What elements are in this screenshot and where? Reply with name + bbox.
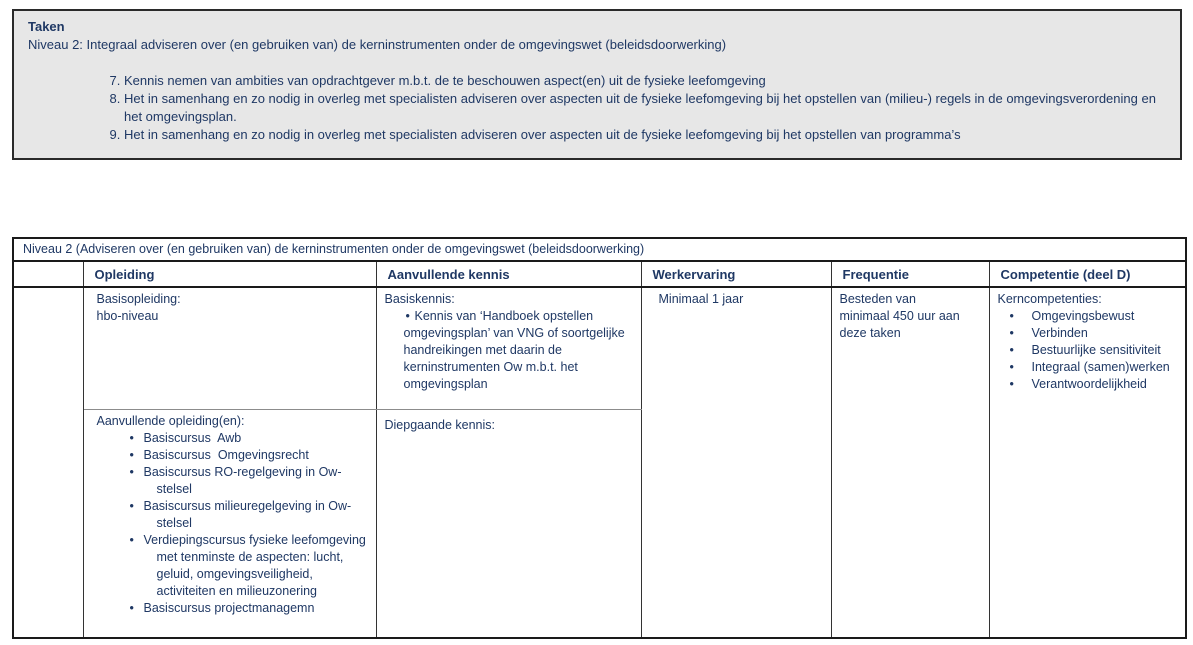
list-item: • Verbinden	[998, 325, 1184, 342]
taken-subtitle: Niveau 2: Integraal adviseren over (en gebruiken van) de kerninstrumenten onder de omgevingswet (beleidsdoorwerking)	[28, 37, 727, 52]
empty-left-cell	[13, 287, 83, 638]
werkervaring-cell	[641, 287, 831, 638]
werkervaring-value: Minimaal 1 jaar	[658, 292, 744, 306]
opleiding-aanvullend-cell	[83, 409, 376, 638]
list-item: 9. Het in samenhang en zo nodig in overleg met specialisten adviseren over aspecten uit de fysieke leefomgeving bij het opstellen van programma’s	[124, 126, 1166, 144]
diepgaande-kennis-label: Diepgaande kennis:	[384, 417, 495, 432]
table-header-row	[13, 261, 1186, 287]
table-caption-row	[13, 238, 1186, 261]
list-item: • Basiscursus RO-regelgeving in Ow-stelsel	[97, 464, 374, 498]
aanvullende-opleiding-label: Aanvullende opleiding(en):	[96, 413, 245, 428]
list-item: 7. Kennis nemen van ambities van opdrachtgever m.b.t. de te beschouwen aspect(en) uit de fysieke leefomgeving	[124, 72, 1166, 90]
table-caption: Niveau 2 (Adviseren over (en gebruiken van) de kerninstrumenten onder de omgevingswet (beleidsdoorwerking)	[13, 238, 1186, 261]
list-item: • Basiscursus projectmanagemn	[97, 600, 374, 617]
competency-table	[12, 237, 1187, 639]
column-header-empty	[13, 261, 83, 287]
column-header-opleiding: Opleiding	[83, 261, 376, 287]
list-item: • Omgevingsbewust	[998, 308, 1184, 325]
list-item: 8. Het in samenhang en zo nodig in overleg met specialisten adviseren over aspecten uit de fysieke leefomgeving bij het opstellen van (milieu-) regels in de omgevingsverordening en het omgevingsplan.	[124, 90, 1166, 126]
opleiding-basis-cell	[83, 287, 376, 409]
aanvullende-opleiding-list	[97, 430, 374, 617]
taken-box	[12, 9, 1182, 160]
taken-title: Taken	[28, 19, 65, 34]
basiskennis-list	[385, 308, 637, 393]
diepgaande-kennis-cell	[376, 409, 641, 638]
list-item: • Basiscursus milieuregelgeving in Ow-stelsel	[97, 498, 374, 532]
column-header-aanvullende-kennis: Aanvullende kennis	[376, 261, 641, 287]
basiskennis-label: Basiskennis:	[384, 292, 455, 306]
frequentie-value: Besteden van minimaal 450 uur aan deze taken	[839, 292, 960, 340]
basisopleiding-value: hbo-niveau	[96, 309, 159, 323]
list-item: • Integraal (samen)werken	[998, 359, 1184, 376]
column-header-werkervaring: Werkervaring	[641, 261, 831, 287]
basisopleiding-label: Basisopleiding:	[96, 292, 181, 306]
list-item: • Verdiepingscursus fysieke leefomgeving met tenminste de aspecten: lucht, geluid, omgevingsveiligheid, activiteiten en milieuzonering	[97, 532, 374, 600]
competentie-cell	[989, 287, 1186, 638]
kerncompetenties-list	[998, 308, 1184, 393]
frequentie-cell	[831, 287, 989, 638]
column-header-competentie: Competentie (deel D)	[989, 261, 1186, 287]
taken-numbered-list	[28, 72, 1166, 144]
list-item: • Basiscursus Awb	[97, 430, 374, 447]
list-item: • Basiscursus Omgevingsrecht	[97, 447, 374, 464]
list-item: • Bestuurlijke sensitiviteit	[998, 342, 1184, 359]
basiskennis-cell	[376, 287, 641, 409]
list-item: • Verantwoordelijkheid	[998, 376, 1184, 393]
table-body-top-row	[13, 287, 1186, 409]
kerncompetenties-label: Kerncompetenties:	[997, 292, 1102, 306]
column-header-frequentie: Frequentie	[831, 261, 989, 287]
list-item: • Kennis van ‘Handboek opstellen omgevingsplan’ van VNG of soortgelijke handreikingen met daarin de kerninstrumenten Ow m.b.t. het omgevingsplan	[385, 308, 637, 393]
